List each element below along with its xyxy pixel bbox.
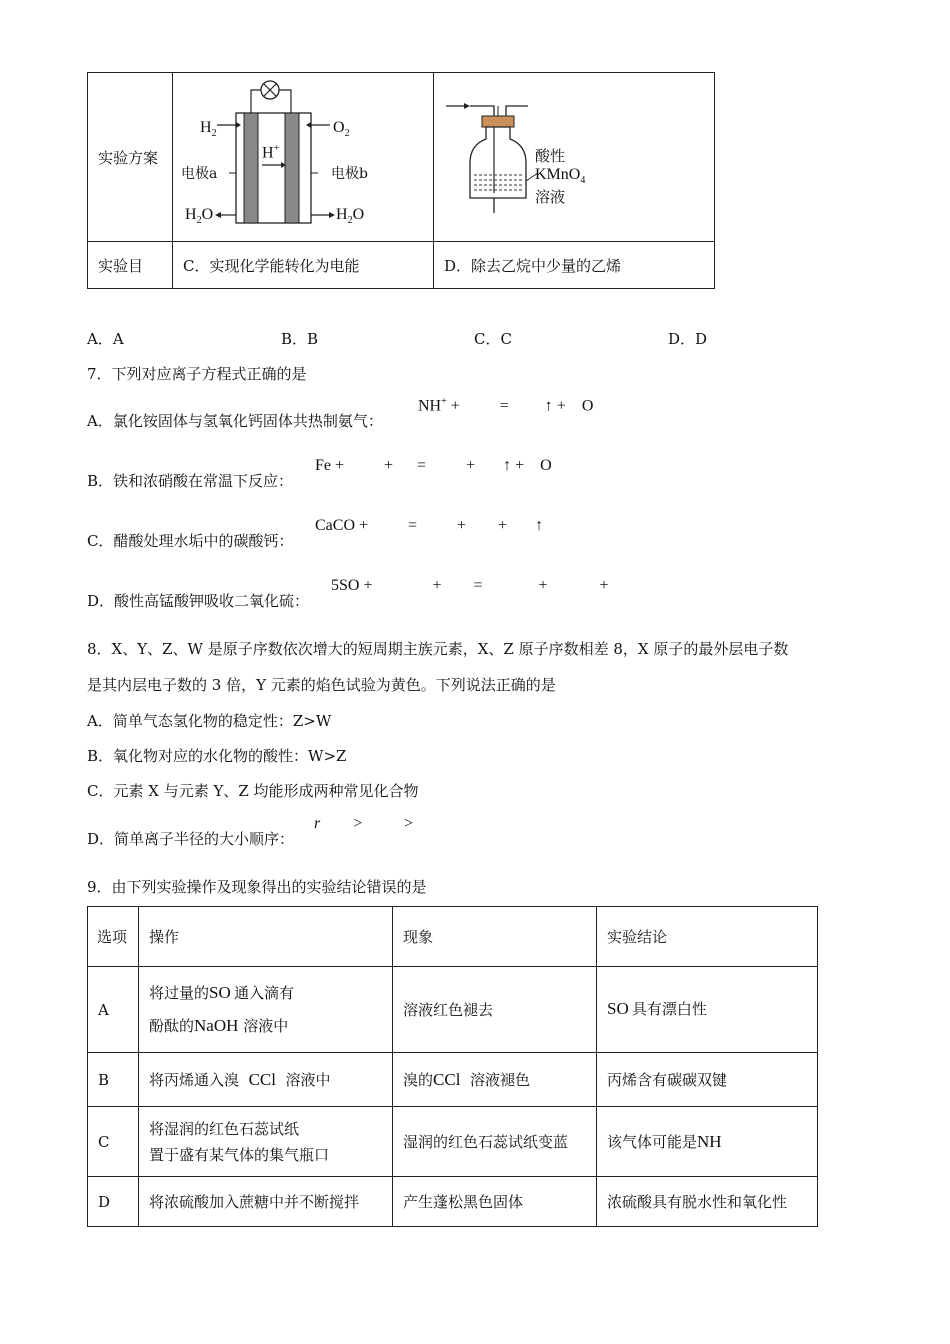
q8-stem-line1: 8．X、Y、Z、W 是原子序数依次增大的短周期主族元素，X、Z 原子序数相差 8，X 原子的最外层电子数 [87,640,789,658]
q8-option-d: D．简单离子半径的大小顺序： [87,830,295,848]
label-h2o-left: $H_2O$ [185,206,214,227]
row-c-phenomenon: 湿润的红色石蕊试纸变蓝 [393,1107,597,1177]
row-b-phenomenon: 溴的CCl 溶液褪色 [393,1053,597,1107]
header-phenomenon: 现象 [393,907,597,967]
q7-option-c-equation: CaCO + = + + ↑ [315,517,544,534]
row-label-purpose: 实验目 [88,242,173,289]
q9-table [87,906,818,1227]
row-d-phenomenon: 产生蓬松黑色固体 [393,1177,597,1227]
row-c-operation: 将湿润的红色石蕊试纸 置于盛有某气体的集气瓶口 [139,1107,393,1177]
q7-option-a: A．氯化铵固体与氢氧化钙固体共热制氨气： [87,412,383,430]
q7-option-b-equation: Fe + + = + ↑ + O [315,457,552,474]
header-conclusion: 实验结论 [597,907,818,967]
table-row [88,1107,818,1177]
cell-option-d: D．除去乙烷中少量的乙烯 [434,242,715,289]
label-o2: $O_2$ [333,119,350,140]
row-c-option: C [88,1107,139,1177]
q7-option-a-equation: NH+ + = ↑ + O [418,396,594,415]
diagram-gas-washing-bottle [434,73,715,242]
label-h2: $H_2$ [200,119,217,140]
diagram-fuel-cell [173,73,434,242]
label-h2o-right: $H_2O$ [336,206,365,227]
q8-option-a: A．简单气态氢化物的稳定性：Z>W [87,712,332,730]
q6-option-c: C．C [474,330,512,348]
q9-stem: 9．由下列实验操作及现象得出的实验结论错误的是 [87,878,427,896]
row-b-option: B [88,1053,139,1107]
q8-stem-line2: 是其内层电子数的 3 倍，Y 元素的焰色试验为黄色。下列说法正确的是 [87,676,556,694]
label-kmno4: KMnO$_4$ [535,166,586,187]
row-a-conclusion: SO 具有漂白性 [597,967,818,1053]
row-a-phenomenon: 溶液红色褪去 [393,967,597,1053]
row-d-option: D [88,1177,139,1227]
table-row [88,967,818,1053]
table-row [88,1053,818,1107]
cell-option-c: C．实现化学能转化为电能 [173,242,434,289]
q6-option-a: A．A [87,330,124,348]
label-electrode-a: 电极a [181,166,218,182]
row-a-operation: 将过量的SO 通入滴有 酚酞的NaOH 溶液中 [139,967,393,1053]
q8-option-b: B．氧化物对应的水化物的酸性：W>Z [87,747,347,765]
q7-option-b: B．铁和浓硝酸在常温下反应： [87,472,294,490]
q8-option-d-expression: r > > [314,815,414,832]
label-hplus: H+ [262,143,280,162]
label-electrode-b: 电极b [331,166,368,182]
q7-option-d-equation: 5SO + + = + + [331,577,609,594]
gas-washing-bottle-diagram [434,73,714,241]
label-acidic: 酸性 [535,147,566,165]
table-row [88,1177,818,1227]
q7-option-c: C．醋酸处理水垢中的碳酸钙： [87,532,294,550]
q8-option-c: C．元素 X 与元素 Y、Z 均能形成两种常见化合物 [87,782,419,800]
label-solution: 溶液 [535,188,566,206]
row-d-conclusion: 浓硫酸具有脱水性和氧化性 [597,1177,818,1227]
row-label-scheme: 实验方案 [88,73,173,242]
experiment-table-top [87,72,715,289]
q7-stem: 7．下列对应离子方程式正确的是 [87,365,307,383]
row-a-option: A [88,967,139,1053]
table-header-row [88,907,818,967]
header-option: 选项 [88,907,139,967]
q6-option-d: D．D [668,330,708,348]
row-b-conclusion: 丙烯含有碳碳双键 [597,1053,818,1107]
q7-option-d: D．酸性高锰酸钾吸收二氧化硫： [87,592,310,610]
q6-option-b: B．B [281,330,319,348]
row-c-conclusion: 该气体可能是NH [597,1107,818,1177]
header-operation: 操作 [139,907,393,967]
row-b-operation: 将丙烯通入溴 CCl 溶液中 [139,1053,393,1107]
row-d-operation: 将浓硫酸加入蔗糖中并不断搅拌 [139,1177,393,1227]
